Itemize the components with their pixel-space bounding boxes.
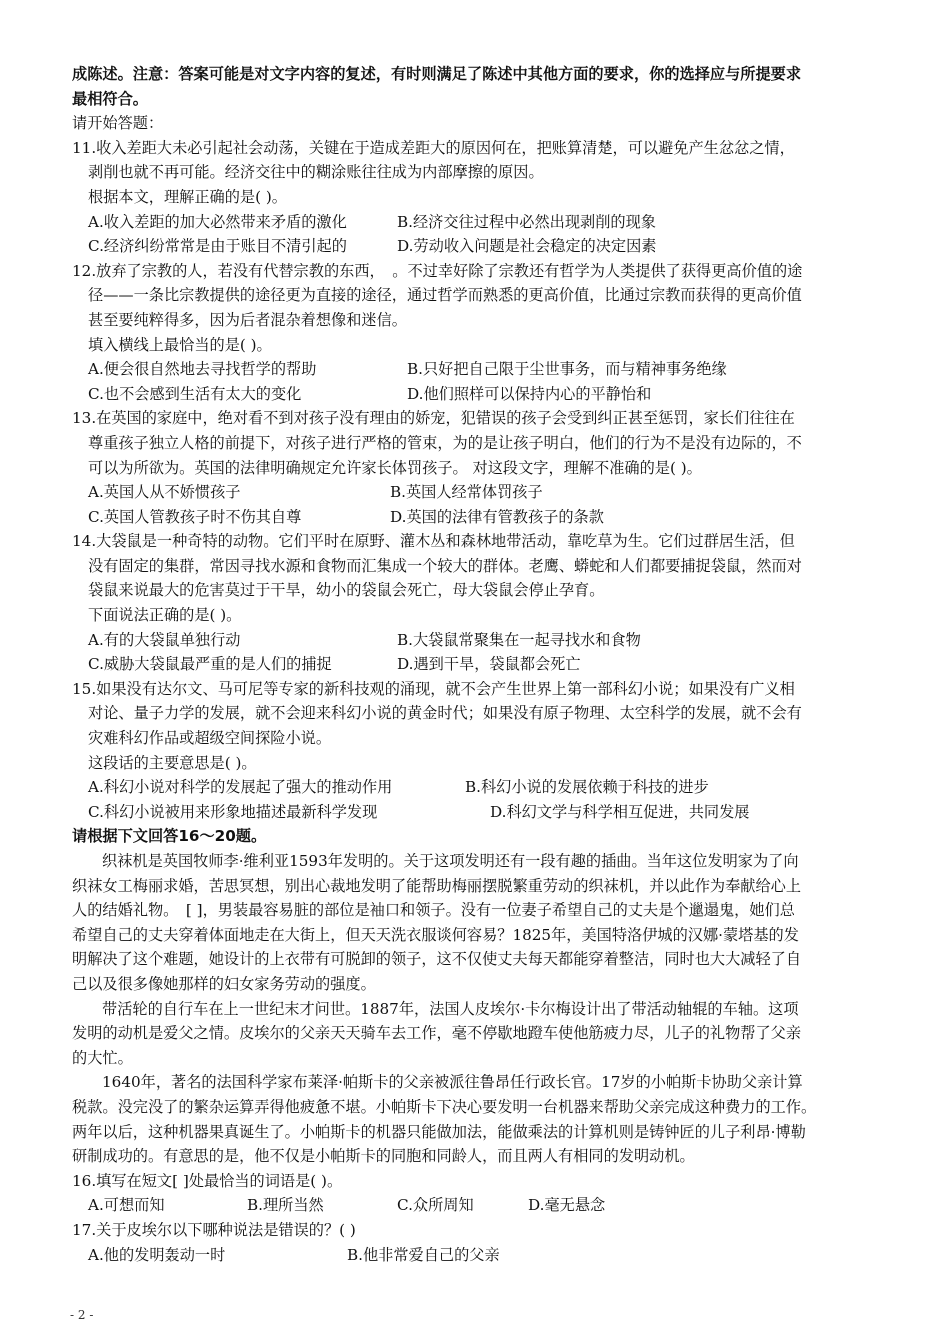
option-d: D.他们照样可以保持内心的平静怡和	[407, 384, 652, 403]
option-c: C.众所周知	[397, 1196, 474, 1215]
passage-line: 两年以后，这种机器果真诞生了。小帕斯卡的机器只能做加法，能做乘法的计算机则是铸钟匠的儿子利昂·博勒	[72, 1122, 806, 1141]
question-12	[72, 259, 882, 407]
option-d: D.英国的法律有管教孩子的条款	[390, 507, 604, 526]
passage-line: 带活轮的自行车在上一世纪末才问世。1887年，法国人皮埃尔·卡尔梅设计出了带活动轴辊的车轴。这项	[102, 999, 799, 1018]
option-d: D.科幻文学与科学相互促进，共同发展	[490, 802, 750, 821]
option-a: A.收入差距的加大必然带来矛盾的激化	[88, 212, 347, 231]
question-16	[72, 1169, 882, 1218]
question-text: 尊重孩子独立人格的前提下，对孩子进行严格的管束，为的是让孩子明白，他们的行为不是没有边际的，不	[88, 433, 802, 452]
question-text: 袋鼠来说最大的危害莫过于干旱，幼小的袋鼠会死亡，母大袋鼠会停止孕育。	[88, 581, 605, 600]
question-text: 对论、量子力学的发展，就不会迎来科幻小说的黄金时代；如果没有原子物理、太空科学的发展，就不会有	[88, 704, 802, 723]
question-text: 可以为所欲为。英国的法律明确规定允许家长体罚孩子。 对这段文字，理解不准确的是( )。	[88, 458, 702, 477]
option-b: B.大袋鼠常聚集在一起寻找水和食物	[397, 630, 641, 649]
option-c: C.也不会感到生活有太大的变化	[88, 384, 302, 403]
option-a: A.可想而知	[88, 1196, 165, 1215]
question-text: 甚至要纯粹得多，因为后者混杂着想像和迷信。	[88, 310, 407, 329]
passage-paragraph-1	[72, 849, 882, 997]
question-text: 径——一条比宗教提供的途径更为直接的途径，通过哲学而熟悉的更高价值，比通过宗教而获得的更高价值	[88, 286, 802, 305]
option-a: A.英国人从不娇惯孩子	[88, 483, 241, 502]
option-b: B.科幻小说的发展依赖于科技的进步	[465, 778, 709, 797]
option-c: C.威胁大袋鼠最严重的是人们的捕捉	[88, 655, 332, 674]
question-text: 17.关于皮埃尔以下哪种说法是错误的？( )	[72, 1220, 356, 1239]
option-c: C.科幻小说被用来形象地描述最新科学发现	[88, 802, 378, 821]
intro-line-1: 成陈述。注意：答案可能是对文字内容的复述，有时则满足了陈述中其他方面的要求，你的选择应与所提要求	[72, 65, 801, 83]
options-row	[72, 382, 882, 407]
question-13	[72, 406, 882, 529]
question-prompt: 这段话的主要意思是( )。	[88, 753, 257, 772]
options-row	[72, 800, 882, 825]
question-prompt: 根据本文，理解正确的是( )。	[88, 187, 287, 206]
question-prompt: 填入横线上最恰当的是( )。	[88, 335, 272, 354]
options-row	[72, 1193, 882, 1218]
passage-line: 税款。没完没了的繁杂运算弄得他疲惫不堪。小帕斯卡下决心要发明一台机器来帮助父亲完成这种费力的工作。	[72, 1097, 817, 1116]
option-b: B.只好把自己限于尘世事务，而与精神事务绝缘	[407, 360, 727, 379]
options-row	[72, 210, 882, 235]
passage-paragraph-2	[72, 997, 882, 1071]
question-text: 12.放弃了宗教的人，若没有代替宗教的东西， 。不过幸好除了宗教还有哲学为人类提供了获得更高价值的途	[72, 261, 803, 280]
option-a: A.他的发明轰动一时	[88, 1245, 226, 1264]
question-text: 剥削也就不再可能。经济交往中的糊涂账往往成为内部摩擦的原因。	[88, 163, 544, 182]
option-b: B.经济交往过程中必然出现剥削的现象	[397, 212, 656, 231]
passage-line: 1640年，著名的法国科学家布莱泽·帕斯卡的父亲被派往鲁昂任行政长官。17岁的小帕斯卡协助父亲计算	[102, 1073, 803, 1092]
option-a: A.便会很自然地去寻找哲学的帮助	[88, 360, 317, 379]
passage-line: 发明的动机是爱父之情。皮埃尔的父亲天天骑车去工作，毫不停歇地蹬车使他筋疲力尽，儿子的礼物帮了父亲	[72, 1024, 801, 1043]
question-15	[72, 677, 882, 825]
passage-line: 明解决了这个难题，她设计的上衣带有可脱卸的领子，这不仅使丈夫每天都能穿着整洁，同时也大大减轻了自	[72, 950, 801, 969]
start-instruction: 请开始答题：	[72, 114, 164, 133]
section-heading: 请根据下文回答16～20题。	[72, 827, 267, 846]
option-b: B.理所当然	[247, 1196, 324, 1215]
reading-passage	[72, 849, 882, 1169]
question-text: 15.如果没有达尔文、马可尼等专家的新科技观的涌现，就不会产生世界上第一部科幻小说；如果没有广义相	[72, 679, 795, 698]
question-14	[72, 529, 882, 677]
question-text: 13.在英国的家庭中，绝对看不到对孩子没有理由的娇宠，犯错误的孩子会受到纠正甚至惩罚，家长们往往在	[72, 409, 795, 428]
option-c: C.经济纠纷常常是由于账目不清引起的	[88, 237, 347, 256]
question-text: 灾难科幻作品或超级空间探险小说。	[88, 729, 331, 748]
option-b: B.英国人经常体罚孩子	[390, 483, 543, 502]
document-page	[72, 62, 882, 1267]
question-text: 16.填写在短文[ ]处最恰当的词语是( )。	[72, 1171, 343, 1190]
option-b: B.他非常爱自己的父亲	[347, 1245, 500, 1264]
passage-line: 织袜女工梅丽求婚，苦思冥想，别出心裁地发明了能帮助梅丽摆脱繁重劳动的织袜机，并以此作为奉献给心上	[72, 876, 801, 895]
passage-line: 己以及很多像她那样的妇女家务劳动的强度。	[72, 974, 376, 993]
passage-line: 研制成功的。有意思的是，他不仅是小帕斯卡的同胞和同龄人，而且两人有相同的发明动机。	[72, 1147, 695, 1166]
option-d: D.毫无悬念	[528, 1196, 606, 1215]
question-text: 没有固定的集群，常因寻找水源和食物而汇集成一个较大的群体。老鹰、蟒蛇和人们都要捕捉袋鼠，然而对	[88, 556, 802, 575]
intro-line-2: 最相符合。	[72, 89, 148, 108]
question-17	[72, 1218, 882, 1267]
question-text: 11.收入差距大未必引起社会动荡，关键在于造成差距大的原因何在，把账算清楚，可以避免产生忿忿之情，	[72, 138, 795, 157]
options-row	[72, 480, 882, 505]
options-row	[72, 234, 882, 259]
option-a: A.有的大袋鼠单独行动	[88, 630, 241, 649]
option-d: D.遇到干旱，袋鼠都会死亡	[397, 655, 581, 674]
question-prompt: 下面说法正确的是( )。	[88, 606, 242, 625]
option-d: D.劳动收入问题是社会稳定的决定因素	[397, 237, 657, 256]
question-text: 14.大袋鼠是一种奇特的动物。它们平时在原野、灌木丛和森林地带活动，靠吃草为生。它们过群居生活，但	[72, 532, 795, 551]
options-row	[72, 1243, 882, 1268]
option-c: C.英国人管教孩子时不伤其自尊	[88, 507, 302, 526]
option-a: A.科幻小说对科学的发展起了强大的推动作用	[88, 778, 393, 797]
options-row	[72, 505, 882, 530]
options-row	[72, 628, 882, 653]
passage-line: 人的结婚礼物。 [ ]，男装最容易脏的部位是袖口和领子。没有一位妻子希望自己的丈夫是个邋遢鬼，她们总	[72, 901, 795, 920]
passage-line: 的大忙。	[72, 1048, 133, 1067]
passage-paragraph-3	[72, 1070, 882, 1168]
options-row	[72, 357, 882, 382]
passage-line: 织袜机是英国牧师李·维利亚1593年发明的。关于这项发明还有一段有趣的插曲。当年这位发明家为了向	[102, 852, 799, 870]
options-row	[72, 652, 882, 677]
passage-line: 希望自己的丈夫穿着体面地走在大街上，但天天洗衣服谈何容易？1825年，美国特洛伊城的汉娜·蒙塔基的发	[72, 925, 799, 944]
question-11	[72, 136, 882, 259]
page-number: - 2 -	[70, 1308, 94, 1322]
options-row	[72, 775, 882, 800]
